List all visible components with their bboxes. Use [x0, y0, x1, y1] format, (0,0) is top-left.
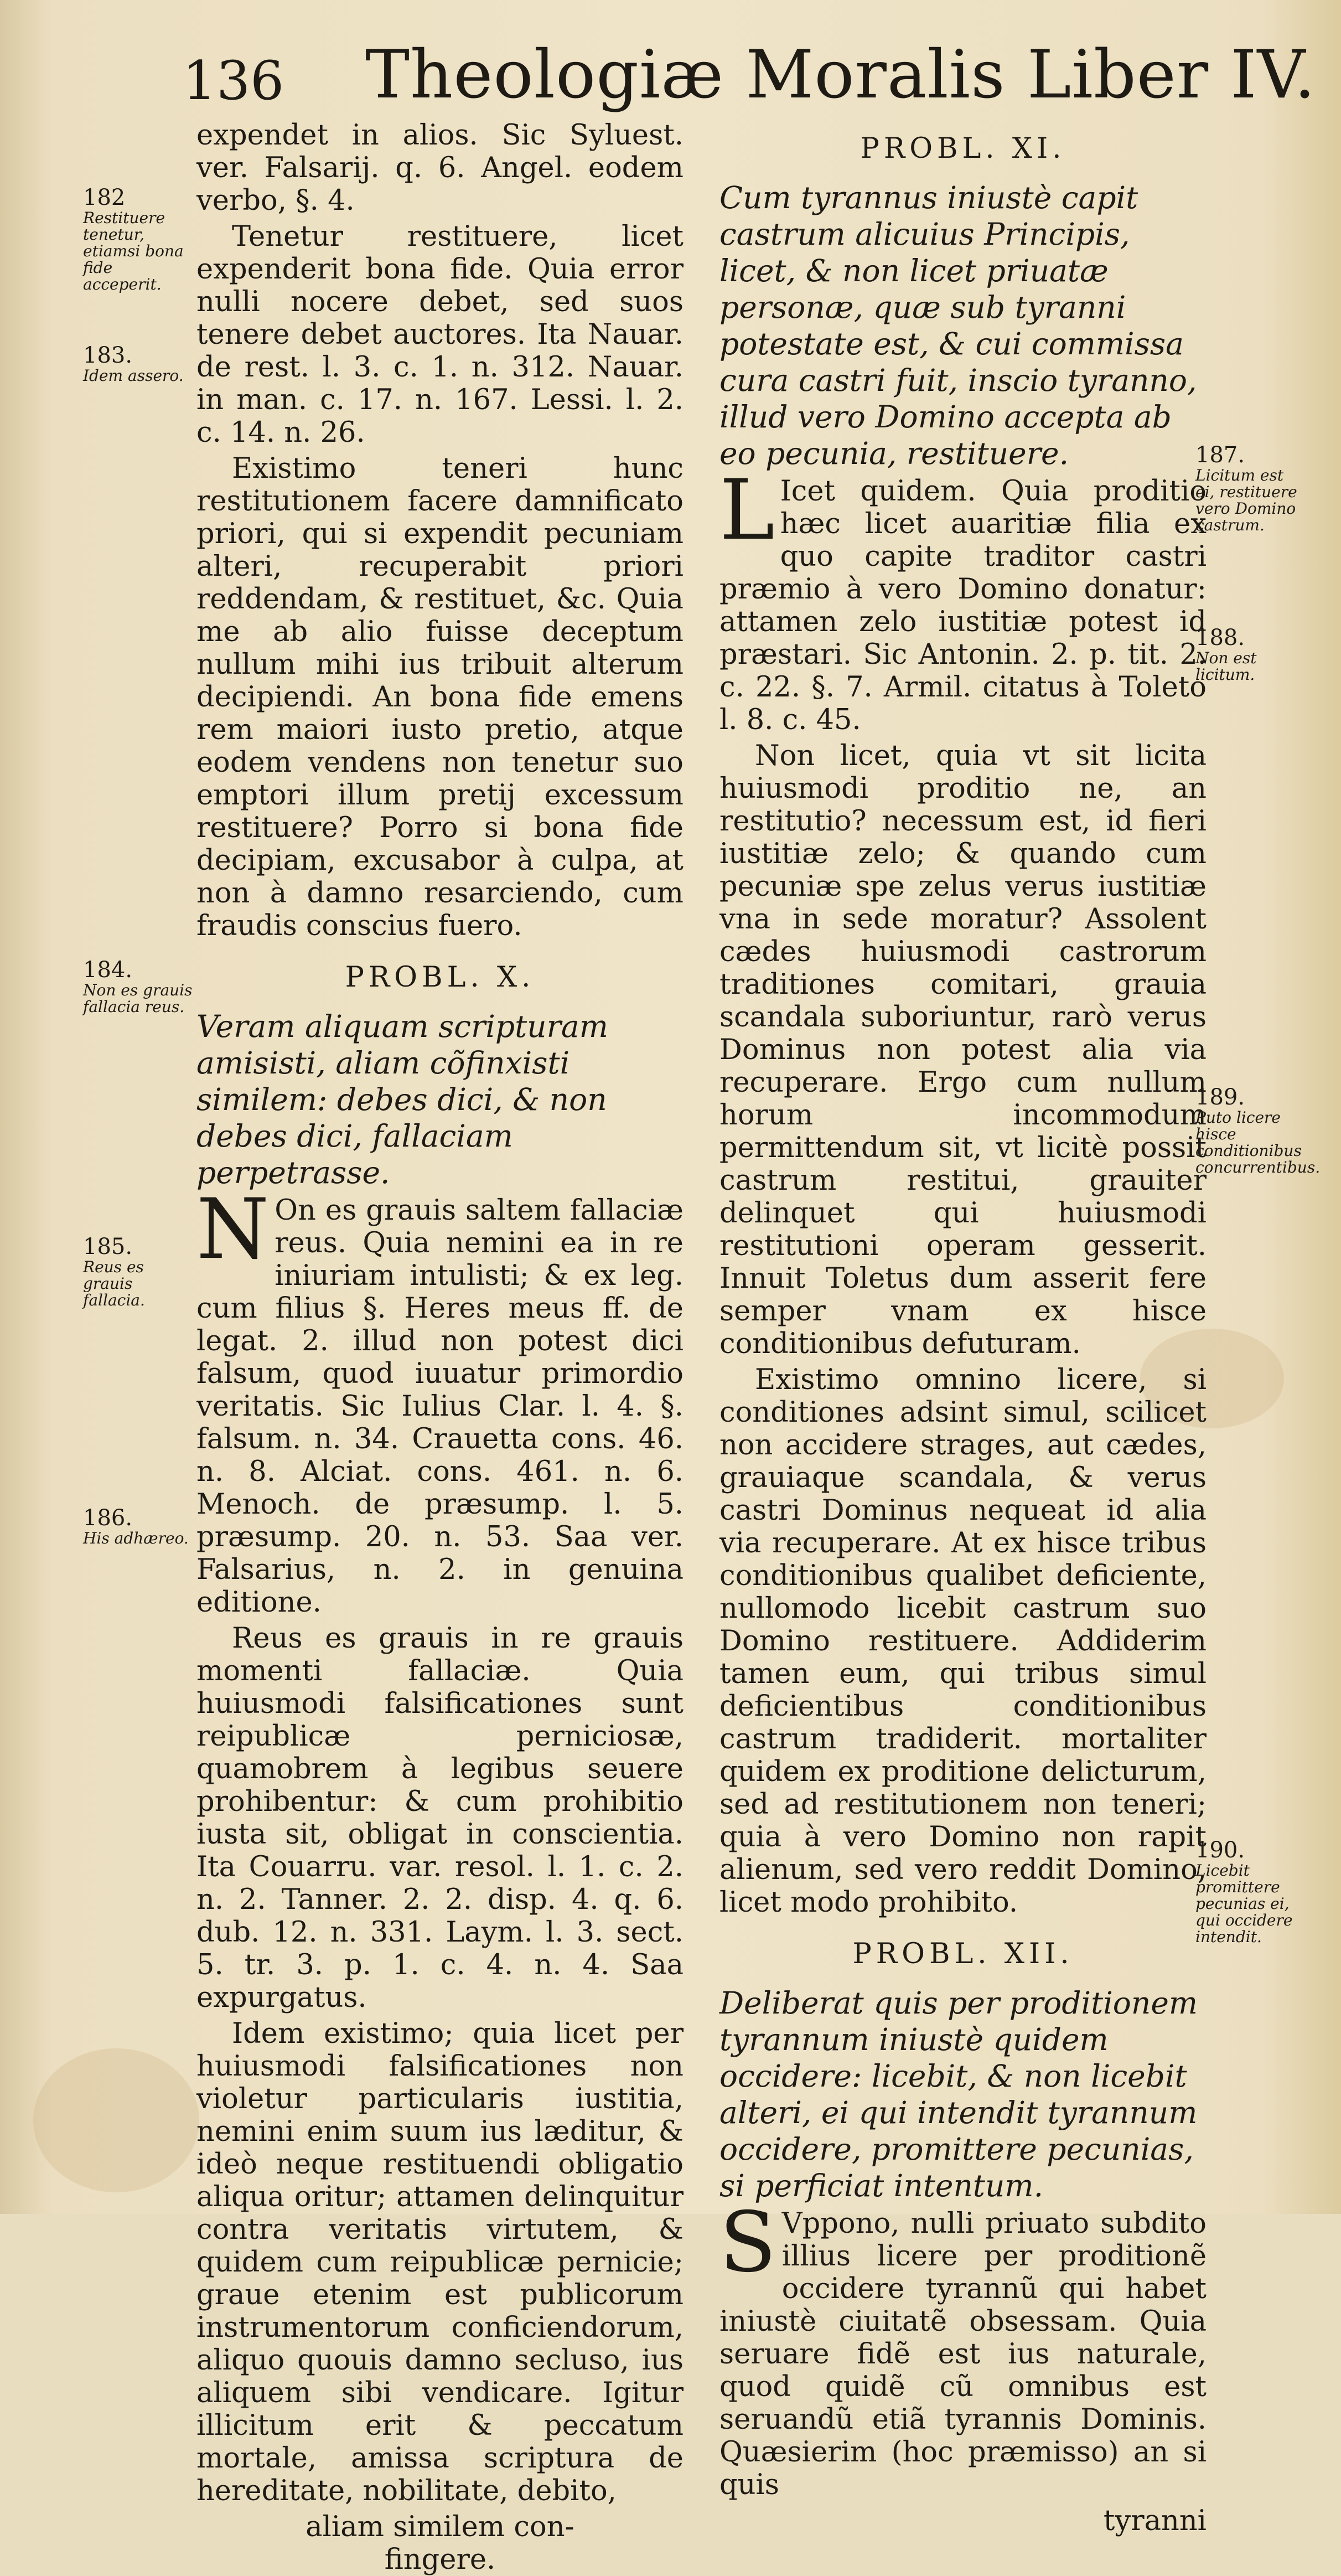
problem-heading: PROBL. XII.: [852, 1938, 1074, 1970]
paragraph: [719, 462, 1207, 736]
note-text: Idem assero.: [83, 366, 184, 385]
running-title: Theologiæ Moralis Liber IV.: [365, 37, 1316, 113]
note-text: Reus es grauis fallacia.: [83, 1258, 145, 1309]
paragraph-tail: fingere.: [384, 2543, 496, 2576]
margin-note: [1195, 1085, 1321, 1176]
note-number: 183.: [83, 343, 133, 368]
note-text: Non est licitum.: [1195, 649, 1257, 684]
paragraph: Tenetur restituere, licet expenderit bona fide. Quia error nulli nocere debet, sed suos tenere debet auctores. Ita Nauar. de rest. l. 3. c. 1. n. 312. Nauar. in man. c. 17. n. 167. Lessi. l. 2. c. 14. n. 26.: [196, 220, 684, 449]
drop-cap: L: [719, 462, 775, 559]
problem-statement: Cum tyrannus iniustè capit castrum alicuius Principis, licet, & non licet priuatæ personæ, quæ sub tyranni potestate est, & cui commissa cura castri fuit, inscio tyranno, illud vero Domino accepta ab eo pecunia, restituere.: [719, 180, 1197, 471]
margin-note: [1195, 1838, 1306, 1945]
margin-note: [83, 1235, 194, 1309]
paragraph: [719, 2195, 1207, 2501]
drop-cap: S: [719, 2195, 776, 2291]
paragraph: Reus es grauis in re grauis momenti fallaciæ. Quia huiusmodi falsificationes sunt reipublicæ perniciosæ, quamobrem à legibus seuere prohibentur: & cum prohibitio iusta sit, obligat in conscientia. Ita Couarru. var. resol. l. 1. c. 2. n. 2. Tanner. 2. 2. disp. 4. q. 6. dub. 12. n. 331. Laym. l. 3. sect. 5. tr. 3. p. 1. c. 4. n. 4. Saa expurgatus.: [196, 1622, 684, 2014]
paragraph-tail: aliam similem con-: [306, 2511, 574, 2543]
paragraph: Existimo teneri hunc restitutionem facere damnificato priori, qui si expendit pecuniam alteri, recuperabit priori reddendam, & restituet, &c. Quia me ab alio fuisse deceptum nullum mihi ius tribuit alterum decipiendi. An bona fide emens rem maiori iusto pretio, atque eodem vendens non tenetur suo emptori illum pretij excessum restituere? Porro si bona fide decipiam, excusabor à culpa, at non à damno resarciendo, cum fraudis conscius fuero.: [196, 452, 684, 942]
note-number: 188.: [1195, 625, 1245, 651]
margin-note: [83, 343, 194, 384]
margin-note: [1195, 443, 1306, 534]
problem-heading: PROBL. X.: [345, 961, 535, 994]
margin-note: [83, 185, 194, 293]
paragraph: Existimo omnino licere, si conditiones adsint simul, scilicet non accidere strages, aut cædes, grauiaque scandala, & verus castri Dominus nequeat id alia via recuperare. At ex hisce tribus conditionibus qualibet deficiente, nullomodo licebit castrum suo Domino restituere. Addiderim tamen eum, qui tribus simul deficientibus conditionibus castrum tradiderit. mortaliter quidem ex proditione delicturum, sed ad restitutionem non teneri; quia à vero Domino non rapit alienum, sed vero reddit Domino, licet modo prohibito.: [719, 1364, 1207, 1919]
note-number: 189.: [1195, 1085, 1245, 1110]
paragraph-text: Vppono, nulli priuato subdito illius licere per proditionẽ occidere tyrannũ qui habet iniustè ciuitatẽ obsessam. Quia seruare fidẽ est ius naturale, quod quidẽ cũ omnibus est seruandũ etiã tyrannis Dominis. Quæsierim (hoc præmisso) an si quis: [719, 2207, 1207, 2501]
paragraph: Idem existimo; quia licet per huiusmodi falsificationes non violetur particularis iustitia, nemini enim suum ius læditur, & ideò neque restituendi obligatio aliqua oritur; attamen delinquitur contra veritatis virtutem, & quidem cum reipublicæ pernicie; graue etenim est publicorum instrumentorum conficiendorum, aliquo quouis damno secluso, ius aliquem sibi vendicare. Igitur illicitum erit & peccatum mortale, amissa scriptura de hereditate, nobilitate, debito,: [196, 2017, 684, 2507]
paragraph-text: Icet quidem. Quia proditio hæc licet auaritiæ filia ex quo capite traditor castri præmio à vero Domino donatur: attamen zelo iustitiæ potest id præstari. Sic Antonin. 2. p. tit. 2. c. 22. §. 7. Armil. citatus à Toleto l. 8. c. 45.: [719, 475, 1207, 736]
margin-note: [1195, 626, 1306, 683]
note-text: Restituere tenetur, etiamsi bona fide acceperit.: [83, 209, 184, 293]
note-text: Non es grauis fallacia reus.: [83, 981, 193, 1016]
page-number: 136: [183, 50, 284, 112]
note-text: Licebit promittere pecunias ei, qui occidere intendit.: [1195, 1861, 1293, 1946]
margin-note: [83, 958, 194, 1015]
note-number: 182: [83, 185, 126, 210]
note-text: His adhæreo.: [83, 1529, 189, 1547]
note-number: 184.: [83, 957, 133, 983]
margin-note: [83, 1506, 194, 1547]
note-number: 190.: [1195, 1837, 1245, 1863]
problem-statement: Veram aliquam scripturam amisisti, aliam cõfinxisti similem: debes dici, & non debes dici, fallaciam perpetrasse.: [196, 1009, 608, 1190]
note-number: 187.: [1195, 442, 1245, 468]
paragraph: expendet in alios. Sic Syluest. ver. Falsarij. q. 6. Angel. eodem verbo, §. 4.: [196, 119, 684, 217]
paper-stain: [33, 2048, 199, 2192]
left-column: [196, 119, 684, 2576]
problem-heading: PROBL. XI.: [860, 132, 1066, 165]
note-number: 185.: [83, 1234, 133, 1259]
paragraph-text: On es grauis saltem fallaciæ reus. Quia nemini ea in re iniuriam intulisti; & ex leg. cum filius §. Heres meus ff. de legat. 2. illud non potest dici falsum, quod iuuatur primordio veritatis. Sic Iulius Clar. l. 4. §. falsum. n. 34. Crauetta cons. 46. n. 8. Alciat. cons. 461. n. 6. Menoch. de præsump. l. 5. præsump. 20. n. 53. Saa ver. Falsarius, n. 2. in genuina editione.: [196, 1194, 684, 1619]
problem-statement: Deliberat quis per proditionem tyrannum iniustè quidem occidere: licebit, & non licebit alteri, ei qui intendit tyrannum occidere, promittere pecunias, si perficiat intentum.: [719, 1985, 1198, 2203]
right-column: [719, 119, 1207, 2537]
note-text: Puto licere hisce conditionibus concurrentibus.: [1195, 1108, 1321, 1176]
paragraph: Non licet, quia vt sit licita huiusmodi proditio ne, an restitutio? necessum est, id fieri iustitiæ zelo; & quando cum pecuniæ spe zelus verus iustitiæ vna in sede moratur? Assolent cædes huiusmodi castrorum traditiones comitari, grauia scandala suboriuntur, rarò verus Dominus non potest alia via recuperare. Ergo cum nullum horum incommodum permittendum sit, vt licitè possit castrum restitui, grauiter delinquet qui huiusmodi restitutioni operam gesserit. Innuit Toletus dum asserit fere semper vnam ex hisce conditionibus defuturam.: [719, 740, 1207, 1360]
drop-cap: N: [196, 1181, 270, 1278]
catchword: tyranni: [1103, 2505, 1207, 2537]
note-number: 186.: [83, 1505, 133, 1531]
paragraph: [196, 1181, 684, 1619]
note-text: Licitum est ei, restituere vero Domino castrum.: [1195, 466, 1297, 534]
